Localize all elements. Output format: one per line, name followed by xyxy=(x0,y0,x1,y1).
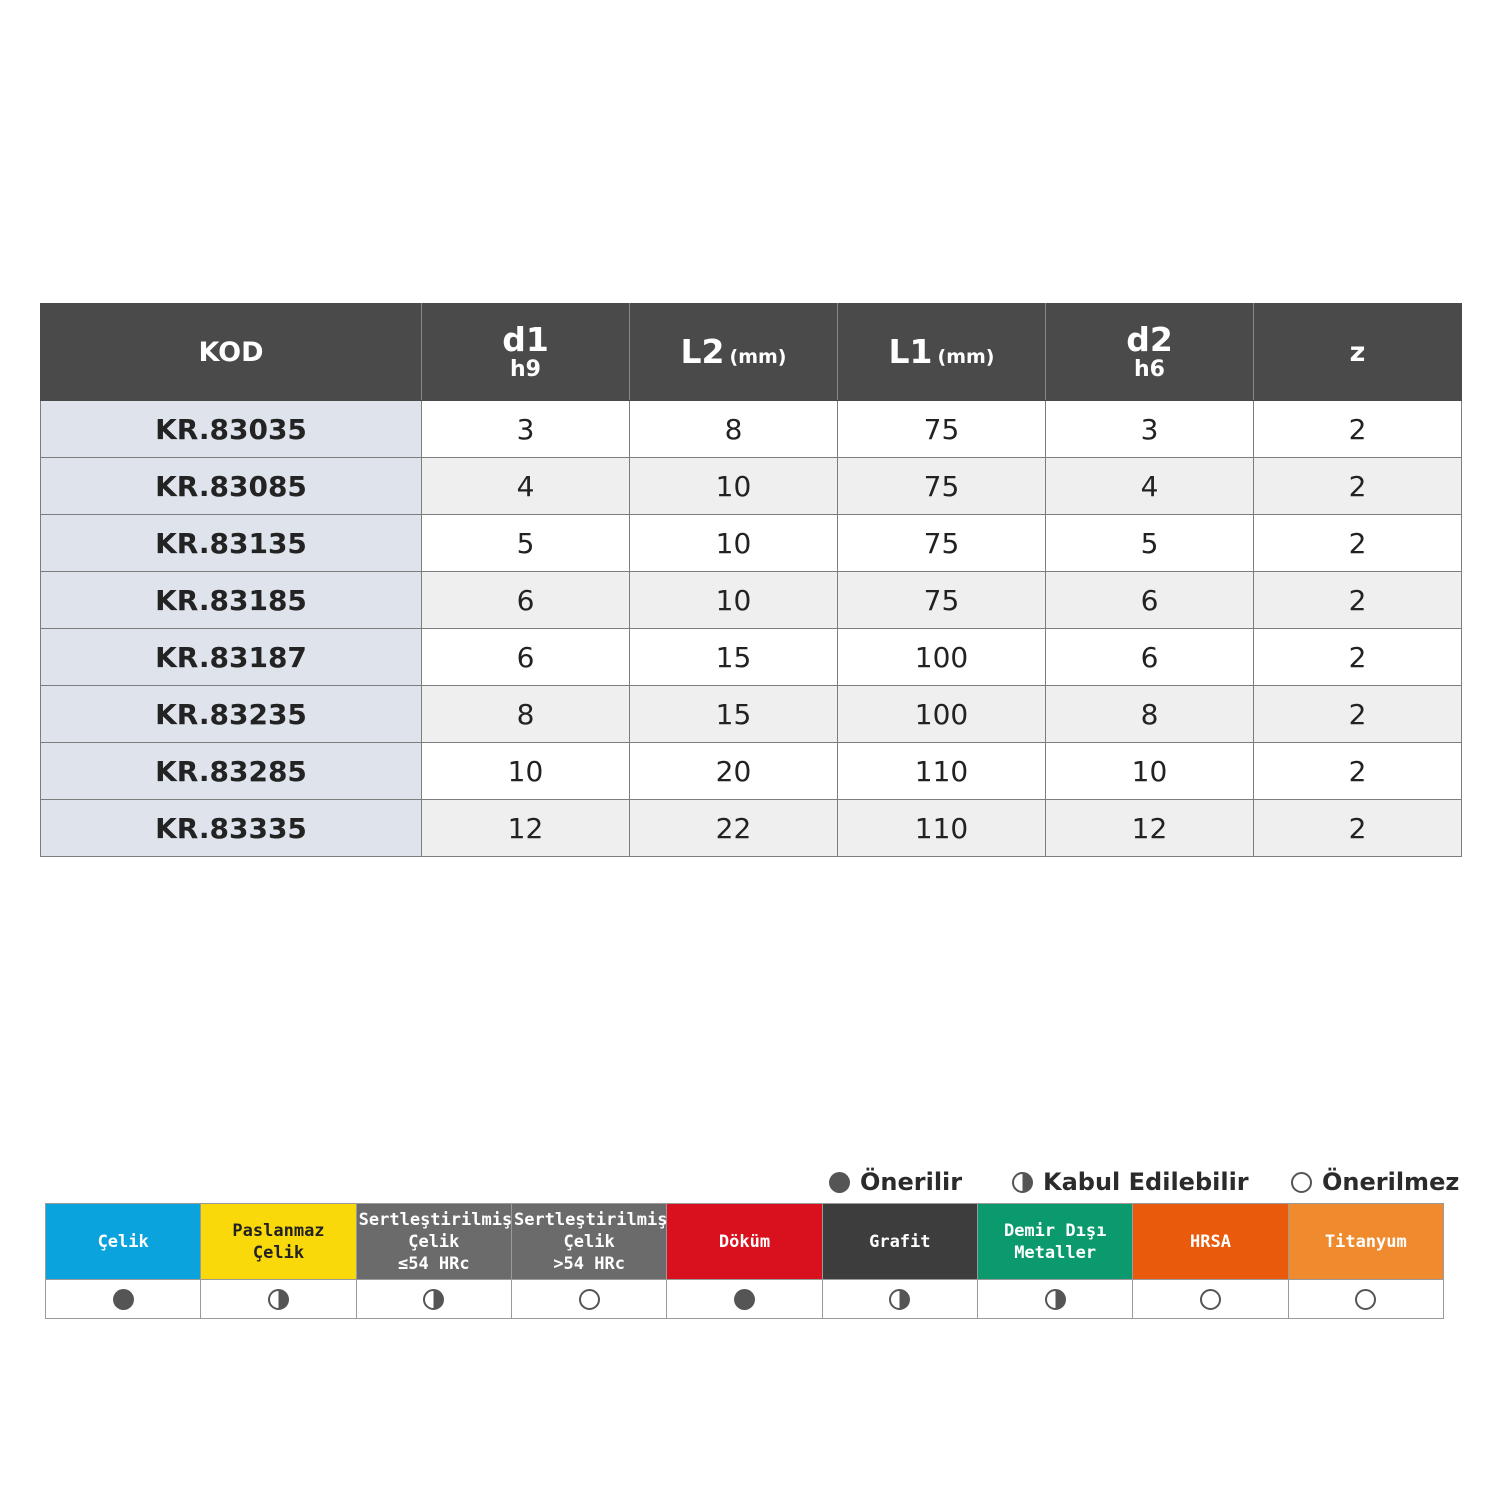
material-rating-cell xyxy=(1288,1280,1443,1319)
legend-recommended-label: Önerilir xyxy=(860,1168,963,1196)
cell-z: 2 xyxy=(1254,458,1462,515)
cell-d2: 10 xyxy=(1046,743,1254,800)
cell-d1: 6 xyxy=(422,572,630,629)
cell-l1: 100 xyxy=(838,629,1046,686)
full-circle-icon xyxy=(113,1289,134,1310)
cell-z: 2 xyxy=(1254,743,1462,800)
header-d1-main: d1 xyxy=(502,320,549,359)
cell-z: 2 xyxy=(1254,686,1462,743)
cell-kod: KR.83235 xyxy=(41,686,422,743)
table-row xyxy=(41,800,1462,857)
material-header: Sertleştirilmiş Çelik >54 HRc xyxy=(511,1204,666,1280)
cell-l1: 75 xyxy=(838,515,1046,572)
half-circle-icon xyxy=(1012,1172,1033,1193)
header-d1 xyxy=(422,304,630,401)
cell-kod: KR.83135 xyxy=(41,515,422,572)
cell-l1: 100 xyxy=(838,686,1046,743)
half-circle-icon xyxy=(889,1289,910,1310)
product-spec-table xyxy=(40,303,1462,857)
cell-l2: 10 xyxy=(630,515,838,572)
material-rating-cell xyxy=(46,1280,201,1319)
material-header: Titanyum xyxy=(1288,1204,1443,1280)
material-rating-cell xyxy=(667,1280,822,1319)
material-rating-cell xyxy=(356,1280,511,1319)
material-header: Çelik xyxy=(46,1204,201,1280)
header-kod: KOD xyxy=(41,304,422,401)
cell-kod: KR.83085 xyxy=(41,458,422,515)
cell-z: 2 xyxy=(1254,515,1462,572)
cell-kod: KR.83335 xyxy=(41,800,422,857)
header-d2-tolerance: h6 xyxy=(1134,357,1165,382)
cell-l1: 75 xyxy=(838,458,1046,515)
header-z: z xyxy=(1254,304,1462,401)
cell-d1: 10 xyxy=(422,743,630,800)
material-header: Döküm xyxy=(667,1204,822,1280)
material-rating-cell xyxy=(201,1280,356,1319)
header-d1-tolerance: h9 xyxy=(510,357,541,382)
table-row xyxy=(41,686,1462,743)
material-rating-cell xyxy=(511,1280,666,1319)
cell-d2: 6 xyxy=(1046,629,1254,686)
cell-d1: 5 xyxy=(422,515,630,572)
full-circle-icon xyxy=(829,1172,850,1193)
cell-z: 2 xyxy=(1254,401,1462,458)
cell-d2: 3 xyxy=(1046,401,1254,458)
spec-table-body xyxy=(41,401,1462,857)
cell-z: 2 xyxy=(1254,572,1462,629)
legend-acceptable xyxy=(1012,1166,1249,1198)
half-circle-icon xyxy=(268,1289,289,1310)
cell-d2: 4 xyxy=(1046,458,1254,515)
table-row xyxy=(41,629,1462,686)
cell-l2: 10 xyxy=(630,572,838,629)
legend-acceptable-label: Kabul Edilebilir xyxy=(1043,1168,1249,1196)
cell-l1: 110 xyxy=(838,800,1046,857)
cell-kod: KR.83185 xyxy=(41,572,422,629)
table-row xyxy=(41,458,1462,515)
material-rating-cell xyxy=(977,1280,1132,1319)
header-d2 xyxy=(1046,304,1254,401)
cell-kod: KR.83035 xyxy=(41,401,422,458)
full-circle-icon xyxy=(734,1289,755,1310)
header-l1-main: L1 xyxy=(888,332,933,371)
header-d2-main: d2 xyxy=(1126,320,1173,359)
cell-l2: 20 xyxy=(630,743,838,800)
empty-circle-icon xyxy=(1355,1289,1376,1310)
header-l2 xyxy=(630,304,838,401)
cell-d1: 3 xyxy=(422,401,630,458)
cell-l2: 8 xyxy=(630,401,838,458)
cell-l1: 110 xyxy=(838,743,1046,800)
cell-kod: KR.83285 xyxy=(41,743,422,800)
cell-l1: 75 xyxy=(838,572,1046,629)
half-circle-icon xyxy=(423,1289,444,1310)
header-l2-main: L2 xyxy=(680,332,725,371)
material-header: Grafit xyxy=(822,1204,977,1280)
legend-recommended xyxy=(829,1166,962,1198)
material-header: Sertleştirilmiş Çelik ≤54 HRc xyxy=(356,1204,511,1280)
header-l1 xyxy=(838,304,1046,401)
material-suitability-table xyxy=(45,1203,1444,1319)
material-rating-cell xyxy=(1133,1280,1288,1319)
half-circle-icon xyxy=(1045,1289,1066,1310)
material-header: HRSA xyxy=(1133,1204,1288,1280)
cell-kod: KR.83187 xyxy=(41,629,422,686)
cell-d1: 8 xyxy=(422,686,630,743)
material-header-row xyxy=(46,1204,1444,1280)
material-header: Demir Dışı Metaller xyxy=(977,1204,1132,1280)
table-row xyxy=(41,743,1462,800)
cell-z: 2 xyxy=(1254,629,1462,686)
table-row xyxy=(41,515,1462,572)
cell-d1: 12 xyxy=(422,800,630,857)
table-row xyxy=(41,401,1462,458)
empty-circle-icon xyxy=(1200,1289,1221,1310)
cell-d2: 12 xyxy=(1046,800,1254,857)
legend-not-recommended xyxy=(1291,1166,1459,1198)
table-row xyxy=(41,572,1462,629)
cell-z: 2 xyxy=(1254,800,1462,857)
cell-l2: 10 xyxy=(630,458,838,515)
cell-d2: 6 xyxy=(1046,572,1254,629)
cell-l2: 15 xyxy=(630,629,838,686)
cell-d2: 5 xyxy=(1046,515,1254,572)
cell-d1: 6 xyxy=(422,629,630,686)
material-rating-cell xyxy=(822,1280,977,1319)
cell-d2: 8 xyxy=(1046,686,1254,743)
cell-d1: 4 xyxy=(422,458,630,515)
legend-not-recommended-label: Önerilmez xyxy=(1322,1168,1460,1196)
empty-circle-icon xyxy=(579,1289,600,1310)
header-l1-unit: (mm) xyxy=(937,346,995,368)
cell-l2: 15 xyxy=(630,686,838,743)
empty-circle-icon xyxy=(1291,1172,1312,1193)
material-rating-row xyxy=(46,1280,1444,1319)
material-header: Paslanmaz Çelik xyxy=(201,1204,356,1280)
cell-l2: 22 xyxy=(630,800,838,857)
header-l2-unit: (mm) xyxy=(729,346,787,368)
spec-header-row xyxy=(41,304,1462,401)
cell-l1: 75 xyxy=(838,401,1046,458)
